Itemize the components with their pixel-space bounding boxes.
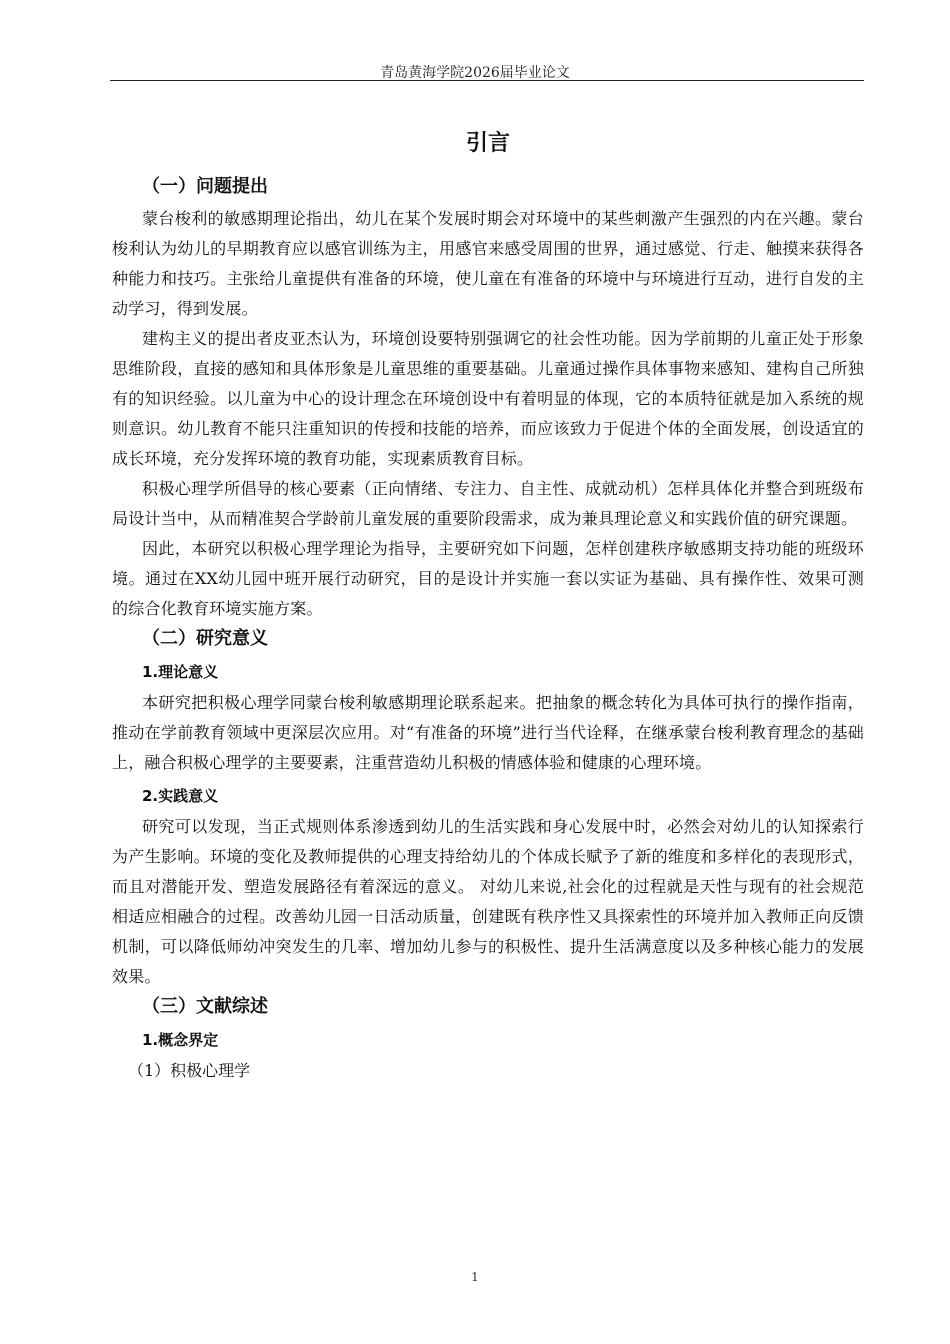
subsection-heading-practice: 2.实践意义 xyxy=(142,787,219,805)
paragraph: 因此，本研究以积极心理学理论为指导，主要研究如下问题，怎样创建秩序敏感期支持功能的班级环境。通过在XX幼儿园中班开展行动研究，目的是设计并实施一套以实证为基础、具有操作性、效果可测的综合化教育环境实施方案。 xyxy=(112,539,864,618)
page-title: 引言 xyxy=(465,131,510,156)
section-heading-literature: （三）文献综述 xyxy=(142,996,268,1017)
paragraph: 积极心理学所倡导的核心要素（正向情绪、专注力、自主性、成就动机）怎样具体化并整合到班级布局设计当中，从而精准契合学龄前儿童发展的重要阶段需求，成为兼具理论意义和实践价值的研究课题。 xyxy=(112,479,864,528)
list-item: （1）积极心理学 xyxy=(128,1061,251,1080)
page-number: 1 xyxy=(471,1270,479,1284)
header-rule xyxy=(110,80,864,81)
paragraph: 蒙台梭利的敏感期理论指出，幼儿在某个发展时期会对环境中的某些刺激产生强烈的内在兴趣。蒙台梭利认为幼儿的早期教育应以感官训练为主，用感官来感受周围的世界，通过感觉、行走、触摸来获得各种能力和技巧。主张给儿童提供有准备的环境，使儿童在有准备的环境中与环境进行互动，进行自发的主动学习，得到发展。 xyxy=(112,209,864,318)
paragraph: 研究可以发现，当正式规则体系渗透到幼儿的生活实践和身心发展中时，必然会对幼儿的认知探索行为产生影响。环境的变化及教师提供的心理支持给幼儿的个体成长赋予了新的维度和多样化的表现形式，而且对潜能开发、塑造发展路径有着深远的意义。 对幼儿来说,社会化的过程就是天性与现有的社会规范相适应相融合的过程。改善幼儿园一日活动质量，创建既有秩序性又具探索性的环境并加入教师正向反馈机制，可以降低师幼冲突发生的几率、增加幼儿参与的积极性、提升生活满意度以及多种核心能力的发展效果。 xyxy=(112,817,864,986)
section-heading-problem: （一）问题提出 xyxy=(142,176,268,197)
paragraph: 建构主义的提出者皮亚杰认为，环境创设要特别强调它的社会性功能。因为学前期的儿童正处于形象思维阶段，直接的感知和具体形象是儿童思维的重要基础。儿童通过操作具体事物来感知、建构自己所独有的知识经验。以儿童为中心的设计理念在环境创设中有着明显的体现，它的本质特征就是加入系统的规则意识。幼儿教育不能只注重知识的传授和技能的培养，而应该致力于促进个体的全面发展，创设适宜的成长环境，充分发挥环境的教育功能，实现素质教育目标。 xyxy=(112,329,864,468)
paper-body xyxy=(112,118,864,1086)
paragraph: 本研究把积极心理学同蒙台梭利敏感期理论联系起来。把抽象的概念转化为具体可执行的操作指南，推动在学前教育领域中更深层次应用。对“有准备的环境”进行当代诠释，在继承蒙台梭利教育理念的基础上，融合积极心理学的主要要素，注重营造幼儿积极的情感体验和健康的心理环境。 xyxy=(112,693,864,772)
page-header-text: 青岛黄海学院2026届毕业论文 xyxy=(380,65,570,81)
subsection-heading-theory: 1.理论意义 xyxy=(142,663,219,681)
section-heading-significance: （二）研究意义 xyxy=(142,628,268,649)
subsection-heading-concepts: 1.概念界定 xyxy=(142,1031,219,1049)
